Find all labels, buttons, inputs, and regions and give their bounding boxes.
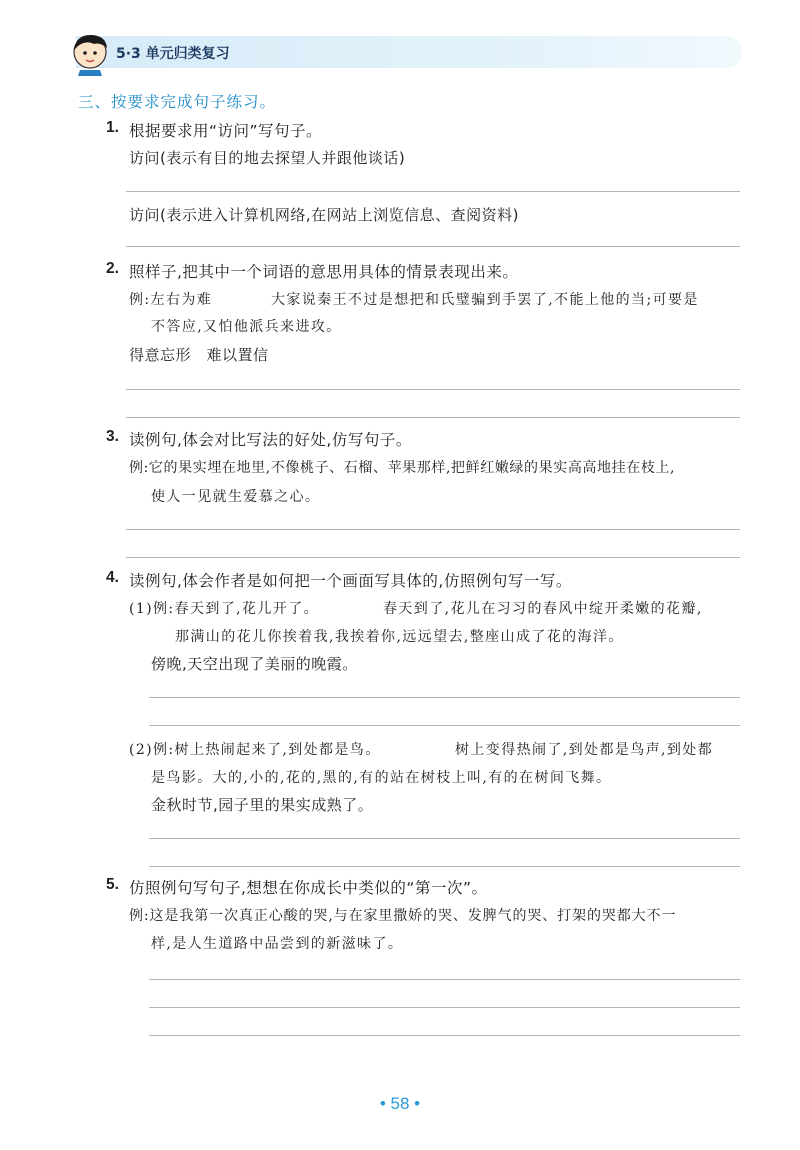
question-4-2-example-head: (2)例:树上热闹起来了,到处都是鸟。 xyxy=(129,742,381,758)
question-2-task: 得意忘形 难以置信 xyxy=(129,346,269,364)
unit-review-title: 5·3 单元归类复习 xyxy=(116,46,230,62)
answer-line[interactable] xyxy=(126,246,740,247)
question-2-example-line: 不答应,又怕他派兵来进攻。 xyxy=(151,319,342,335)
answer-line[interactable] xyxy=(149,725,740,726)
answer-line[interactable] xyxy=(149,979,740,980)
answer-line[interactable] xyxy=(149,838,740,839)
question-4-prompt: 读例句,体会作者是如何把一个画面写具体的,仿照例句写一写。 xyxy=(129,572,572,590)
question-2-prompt: 照样子,把其中一个词语的意思用具体的情景表现出来。 xyxy=(129,263,519,281)
question-4-2-example-line: 是鸟影。大的,小的,花的,黑的,有的站在树枝上叫,有的在树间飞舞。 xyxy=(151,770,612,786)
answer-line[interactable] xyxy=(126,417,740,418)
question-3-example-line: 使人一见就生爱慕之心。 xyxy=(151,489,321,505)
question-2-example-line: 大家说秦王不过是想把和氏璧骗到手罢了,不能上他的当;可要是 xyxy=(271,292,699,308)
answer-line[interactable] xyxy=(126,557,740,558)
student-mascot-icon xyxy=(66,28,114,76)
question-2-example-head: 例:左右为难 xyxy=(129,292,213,308)
question-1-number: 1. xyxy=(106,119,119,136)
question-1-prompt: 根据要求用“访问”写句子。 xyxy=(129,122,323,140)
question-4-2-example-line: 树上变得热闹了,到处都是鸟声,到处都 xyxy=(455,742,714,758)
answer-line[interactable] xyxy=(149,1007,740,1008)
question-4-1-example-head: (1)例:春天到了,花儿开了。 xyxy=(129,601,319,617)
answer-line[interactable] xyxy=(149,1035,740,1036)
question-4-2-task: 金秋时节,园子里的果实成熟了。 xyxy=(151,796,374,814)
question-2-number: 2. xyxy=(106,260,119,277)
page-number: • 58 • xyxy=(379,1094,421,1113)
question-4-1-example-line: 那满山的花儿你挨着我,我挨着你,远远望去,整座山成了花的海洋。 xyxy=(175,629,624,645)
answer-line[interactable] xyxy=(126,529,740,530)
answer-line[interactable] xyxy=(149,697,740,698)
question-5-prompt: 仿照例句写句子,想想在你成长中类似的“第一次”。 xyxy=(129,879,488,897)
answer-line[interactable] xyxy=(149,866,740,867)
question-4-1-task: 傍晚,天空出现了美丽的晚霞。 xyxy=(151,655,358,673)
question-3-prompt: 读例句,体会对比写法的好处,仿写句子。 xyxy=(129,431,412,449)
question-3-example-line: 例:它的果实埋在地里,不像桃子、石榴、苹果那样,把鲜红嫩绿的果实高高地挂在枝上, xyxy=(129,460,676,476)
section-title: 三、按要求完成句子练习。 xyxy=(78,93,277,111)
question-1-item-b: 访问(表示进入计算机网络,在网站上浏览信息、查阅资料) xyxy=(129,206,519,224)
question-5-example-line: 例:这是我第一次真正心酸的哭,与在家里撒娇的哭、发脾气的哭、打架的哭都大不一 xyxy=(129,908,677,924)
answer-line[interactable] xyxy=(126,389,740,390)
question-3-number: 3. xyxy=(106,428,119,445)
question-4-1-example-line: 春天到了,花儿在习习的春风中绽开柔嫩的花瓣, xyxy=(383,601,703,617)
question-5-example-line: 样,是人生道路中品尝到的新滋味了。 xyxy=(151,936,404,952)
question-5-number: 5. xyxy=(106,876,119,893)
answer-line[interactable] xyxy=(126,191,740,192)
question-4-number: 4. xyxy=(106,569,119,586)
question-1-item-a: 访问(表示有目的地去探望人并跟他谈话) xyxy=(129,149,406,167)
